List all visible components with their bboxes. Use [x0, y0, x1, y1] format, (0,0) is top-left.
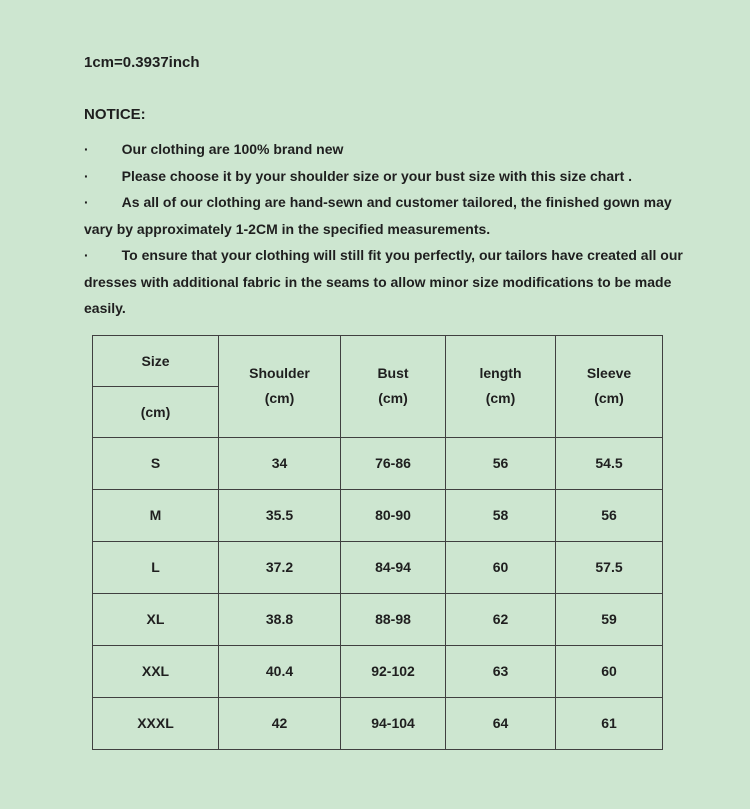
- cell-sleeve: 61: [556, 697, 663, 749]
- cell-length: 62: [446, 593, 556, 645]
- bullet-marker: ·: [84, 167, 89, 184]
- col-header-length: [446, 335, 556, 437]
- col-header-sleeve-label: Sleeve: [586, 365, 632, 381]
- cell-sleeve: 56: [556, 489, 663, 541]
- col-header-sleeve-unit: (cm): [594, 390, 624, 406]
- cell-shoulder: 42: [219, 697, 341, 749]
- cell-size: XL: [93, 593, 219, 645]
- bullet-marker: ·: [84, 141, 89, 157]
- notice-item-text: To ensure that your clothing will still fit you perfectly, our tailors have created all our dresses with additional fabric in the seams to allow minor size modifications to be made easily.: [84, 247, 683, 316]
- col-header-size-label: Size: [93, 335, 219, 386]
- col-header-sleeve: [556, 335, 663, 437]
- cell-shoulder: 35.5: [219, 489, 341, 541]
- col-header-bust-label: Bust: [377, 365, 409, 381]
- cell-shoulder: 38.8: [219, 593, 341, 645]
- notice-item-text: Our clothing are 100% brand new: [121, 141, 344, 157]
- cell-size: M: [93, 489, 219, 541]
- cell-sleeve: 60: [556, 645, 663, 697]
- cell-bust: 92-102: [341, 645, 446, 697]
- notice-item-text: Please choose it by your shoulder size or your bust size with this size chart .: [121, 167, 633, 184]
- cell-shoulder: 34: [219, 437, 341, 489]
- cell-length: 64: [446, 697, 556, 749]
- col-header-length-label: length: [479, 365, 522, 381]
- col-header-shoulder-unit: (cm): [264, 390, 295, 406]
- col-header-bust: [341, 335, 446, 437]
- bullet-marker: ·: [84, 194, 89, 210]
- notice-item: [84, 163, 691, 190]
- cell-sleeve: 59: [556, 593, 663, 645]
- cell-length: 60: [446, 541, 556, 593]
- cell-sleeve: 54.5: [556, 437, 663, 489]
- col-header-bust-unit: (cm): [378, 390, 408, 406]
- size-chart-table: [92, 335, 663, 750]
- notice-heading: NOTICE:: [84, 106, 146, 123]
- notice-item: [84, 136, 691, 163]
- table-row-xl: [93, 593, 663, 645]
- cell-bust: 88-98: [341, 593, 446, 645]
- bullet-marker: ·: [84, 247, 89, 263]
- cell-size: S: [93, 437, 219, 489]
- cell-length: 58: [446, 489, 556, 541]
- cell-size: XXXL: [93, 697, 219, 749]
- cell-shoulder: 37.2: [219, 541, 341, 593]
- table-row-xxxl: [93, 697, 663, 749]
- cell-sleeve: 57.5: [556, 541, 663, 593]
- table-row-s: [93, 437, 663, 489]
- cell-shoulder: 40.4: [219, 645, 341, 697]
- cell-length: 56: [446, 437, 556, 489]
- col-header-size-unit: (cm): [93, 386, 219, 437]
- cell-size: L: [93, 541, 219, 593]
- cell-length: 63: [446, 645, 556, 697]
- cell-bust: 84-94: [341, 541, 446, 593]
- cell-bust: 94-104: [341, 697, 446, 749]
- col-header-length-unit: (cm): [485, 390, 516, 406]
- conversion-note: 1cm=0.3937inch: [84, 54, 200, 71]
- col-header-shoulder-label: Shoulder: [249, 365, 310, 381]
- table-row-l: [93, 541, 663, 593]
- table-row-xxl: [93, 645, 663, 697]
- table-row-m: [93, 489, 663, 541]
- cell-bust: 80-90: [341, 489, 446, 541]
- notice-item: [84, 242, 691, 322]
- notice-list: [84, 136, 691, 322]
- col-header-shoulder: [219, 335, 341, 437]
- cell-size: XXL: [93, 645, 219, 697]
- notice-item-text: As all of our clothing are hand-sewn and customer tailored, the finished gown may vary by approximately 1-2CM in the specified measurements.: [84, 194, 672, 237]
- notice-item: [84, 189, 691, 242]
- cell-bust: 76-86: [341, 437, 446, 489]
